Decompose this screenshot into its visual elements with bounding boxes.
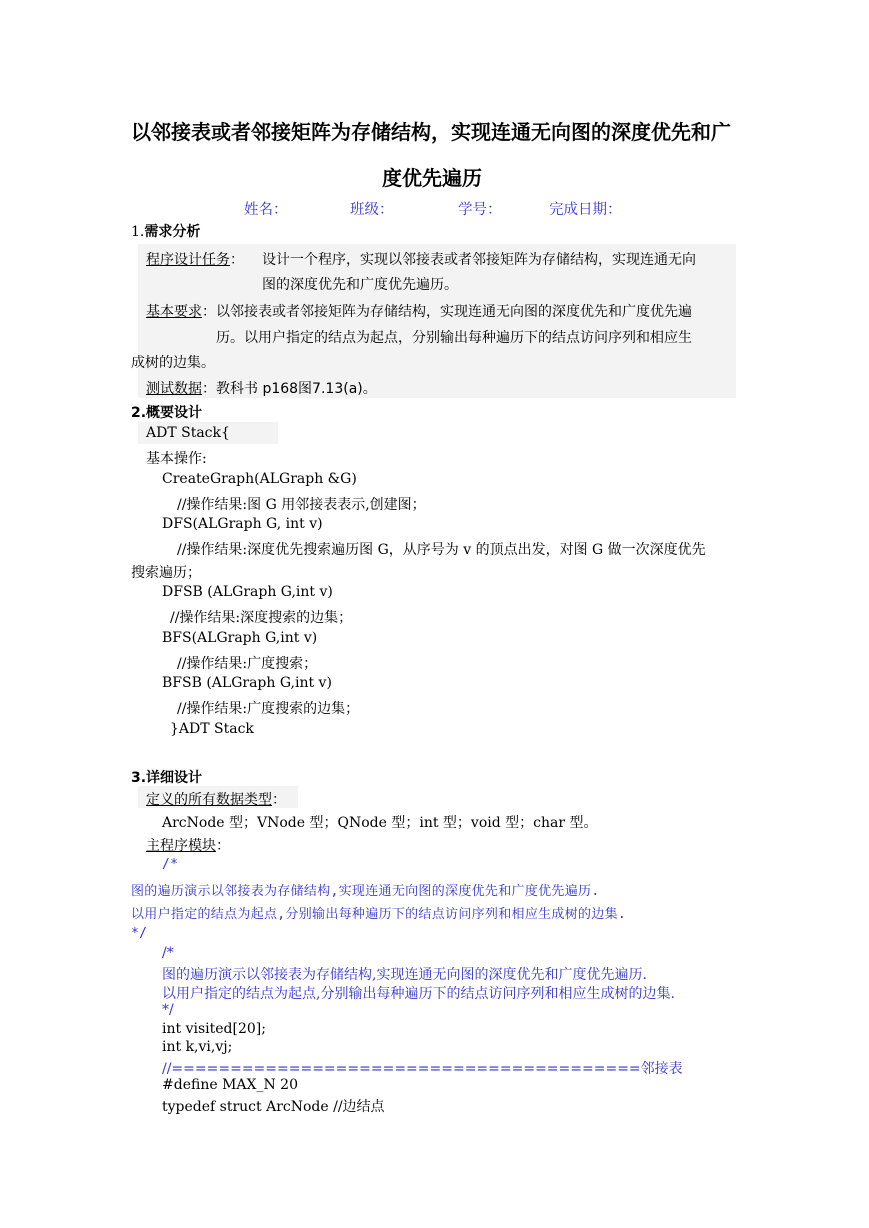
basic-ops-line: 基本操作:: [146, 451, 207, 467]
dfs-comment: //操作结果:深度优先搜索遍历图 G，从序号为 v 的顶点出发，对图 G 做一次深度优先: [177, 542, 706, 558]
req-line2: 历。以用户指定的结点为起点，分别输出每种遍历下的结点访问序列和相应生: [216, 330, 692, 346]
task-line1: 设计一个程序，实现以邻接表或者邻接矩阵为存储结构，实现连通无向: [262, 252, 696, 268]
test-text: ：教科书 p168图7.13(a)。: [202, 381, 377, 397]
doc-title-line2: 度优先遍历: [382, 166, 482, 190]
comment2-line2: 以用户指定的结点为起点,分别输出每种遍历下的结点访问序列和相应生成树的边集.: [162, 986, 675, 1002]
adt-open-line: ADT Stack{: [146, 425, 230, 441]
req-row: [146, 301, 692, 321]
code-vars: int k,vi,vj;: [162, 1039, 233, 1055]
bfsb-line: BFSB (ALGraph G,int v): [162, 675, 332, 691]
types-colon: ：: [272, 792, 286, 808]
bfsb-comment: //操作结果:广度搜索的边集；: [177, 701, 360, 717]
test-row: [146, 378, 377, 398]
task-colon: ：: [230, 252, 244, 268]
class-field-label: 班级：: [350, 202, 394, 218]
req-line3: 成树的边集。: [131, 355, 215, 371]
task-label: 程序设计任务: [146, 252, 230, 268]
test-label: 测试数据: [146, 381, 202, 397]
comment2-open: /*: [162, 945, 174, 961]
separator-comment: //========================================邻接表: [162, 1061, 683, 1077]
code-typedef: typedef struct ArcNode //边结点: [162, 1099, 385, 1115]
task-label-row: [146, 249, 244, 269]
comment1-line1: 图的遍历演示以邻接表为存储结构,实现连通无向图的深度优先和广度优先遍历.: [131, 884, 600, 899]
types-label: 定义的所有数据类型: [146, 792, 272, 808]
code-visited: int visited[20];: [162, 1021, 266, 1037]
dfs-comment-wrap: 搜索遍历；: [131, 565, 201, 581]
create-graph-comment: //操作结果:图 G 用邻接表表示,创建图；: [177, 497, 426, 513]
create-graph-line: CreateGraph(ALGraph &G): [162, 471, 357, 487]
types-row: [146, 789, 286, 809]
date-field-label: 完成日期：: [549, 202, 622, 218]
module-colon: ：: [216, 838, 230, 854]
req-label: 基本要求: [146, 304, 202, 320]
name-field-label: 姓名：: [244, 202, 288, 218]
section2-heading: 2.概要设计: [131, 405, 203, 421]
module-label: 主程序模块: [146, 838, 216, 854]
dfs-line: DFS(ALGraph G, int v): [162, 516, 323, 532]
doc-title-line1: 以邻接表或者邻接矩阵为存储结构，实现连通无向图的深度优先和广: [131, 120, 731, 144]
section1-heading: [131, 221, 200, 241]
module-row: [146, 835, 230, 855]
section1-title: 需求分析: [144, 224, 201, 240]
dfsb-line: DFSB (ALGraph G,int v): [162, 584, 333, 600]
req-line1: ：以邻接表或者邻接矩阵为存储结构，实现连通无向图的深度优先和广度优先遍: [202, 304, 692, 320]
comment1-line2: 以用户指定的结点为起点,分别输出每种遍历下的结点访问序列和相应生成树的边集.: [131, 907, 627, 922]
bfs-line: BFS(ALGraph G,int v): [162, 630, 318, 646]
comment2-close: */: [162, 1002, 174, 1018]
code-define: #define MAX_N 20: [162, 1077, 298, 1093]
section1-number: 1.: [131, 224, 145, 240]
adt-close-line: }ADT Stack: [170, 721, 254, 737]
comment2-line1: 图的遍历演示以邻接表为存储结构,实现连通无向图的深度优先和广度优先遍历.: [162, 967, 647, 983]
bfs-comment: //操作结果:广度搜索；: [177, 656, 318, 672]
comment1-open: /*: [162, 857, 179, 872]
student-id-field-label: 学号：: [458, 202, 502, 218]
task-line2: 图的深度优先和广度优先遍历。: [262, 277, 458, 293]
types-list: ArcNode 型；VNode 型；QNode 型；int 型；void 型；char 型。: [162, 815, 598, 831]
dfsb-comment: //操作结果:深度搜索的边集；: [170, 610, 353, 626]
comment1-close: */: [131, 926, 148, 941]
section3-heading: 3.详细设计: [131, 770, 203, 786]
